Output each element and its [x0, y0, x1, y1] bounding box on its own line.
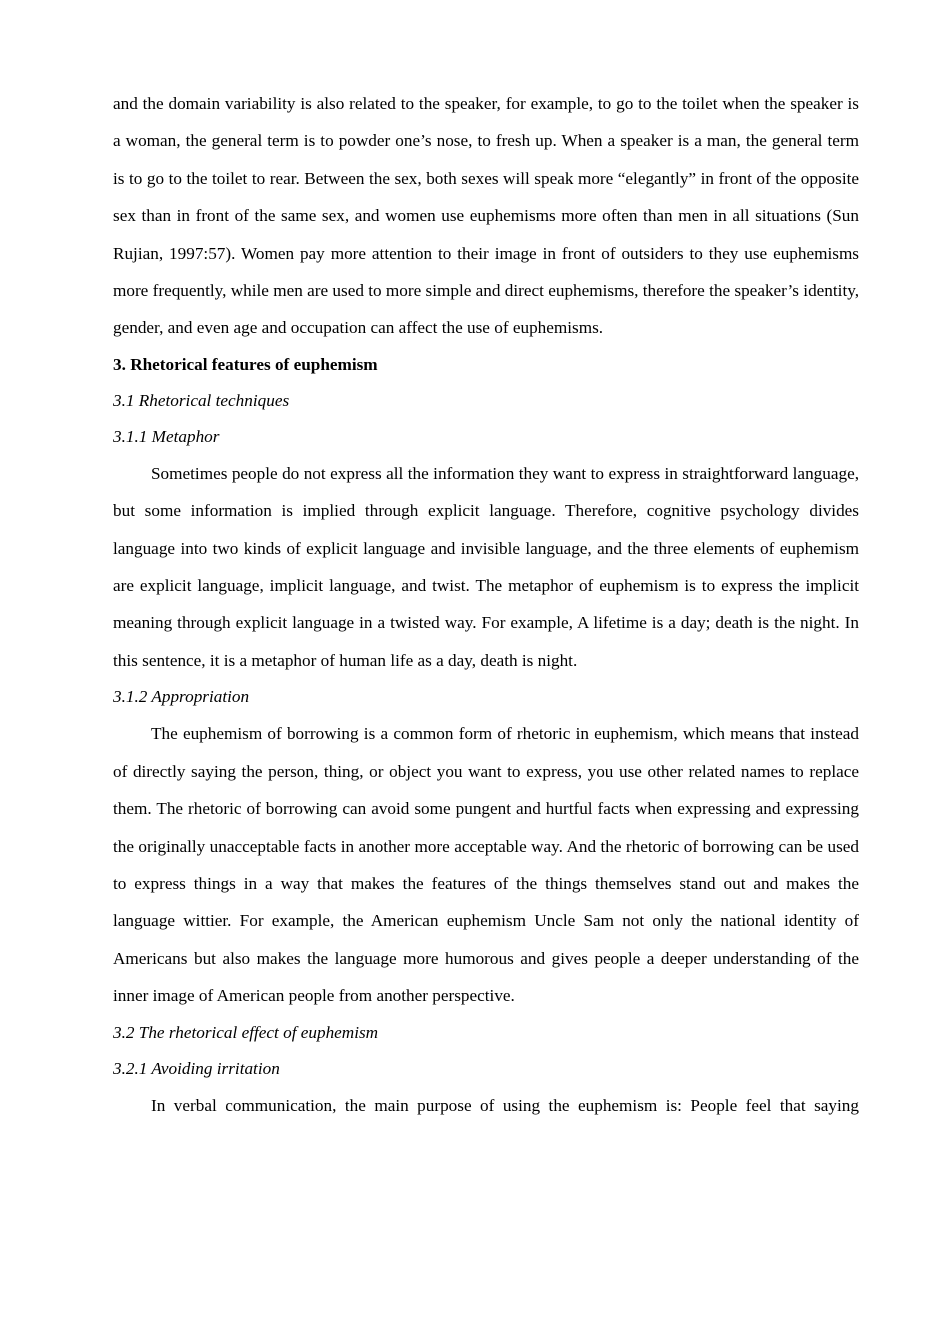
subsubsection-heading: 3.1.1 Metaphor [113, 426, 220, 446]
body-paragraph: and the domain variability is also related to the speaker, for example, to go to the toilet when the speaker is a woman, the general term is to powder one’s nose, to fresh up. When a speaker is a man, the general term is to go to the toilet to rear. Between the sex, both sexes will speak more “elegantly” in front of the opposite sex than in front of the same sex, and women use euphemisms more often than men in all situations (Sun Rujian, 1997:57). Women pay more attention to their image in front of outsiders to they use euphemisms more frequently, while men are used to more simple and direct euphemisms, therefore the speaker’s identity, gender, and even age and occupation can affect the use of euphemisms. [113, 94, 859, 338]
subsection-heading: 3.1 Rhetorical techniques [113, 390, 290, 410]
document-page [113, 85, 859, 1124]
section-heading: 3. Rhetorical features of euphemism [113, 354, 378, 374]
subsection-heading: 3.2 The rhetorical effect of euphemism [113, 1022, 379, 1042]
body-paragraph: In verbal communication, the main purpose of using the euphemism is: People feel that saying [151, 1095, 859, 1115]
subsubsection-heading: 3.1.2 Appropriation [113, 687, 250, 707]
body-paragraph: The euphemism of borrowing is a common form of rhetoric in euphemism, which means that instead of directly saying the person, thing, or object you want to express, you use other related names to replace them. The rhetoric of borrowing can avoid some pungent and hurtful facts when expressing and expressing the originally unacceptable facts in another more acceptable way. And the rhetoric of borrowing can be used to express things in a way that makes the features of the things themselves stand out and makes the language wittier. For example, the American euphemism Uncle Sam not only the national identity of Americans but also makes the language more humorous and gives people a deeper understanding of the inner image of American people from another perspective. [113, 724, 859, 1006]
body-paragraph: Sometimes people do not express all the information they want to express in straightforward language, but some information is implied through explicit language. Therefore, cognitive psychology divides language into two kinds of explicit language and invisible language, and the three elements of euphemism are explicit language, implicit language, and twist. The metaphor of euphemism is to express the implicit meaning through explicit language in a twisted way. For example, A lifetime is a day; death is the night. In this sentence, it is a metaphor of human life as a day, death is night. [113, 463, 859, 670]
subsubsection-heading: 3.2.1 Avoiding irritation [113, 1058, 280, 1078]
